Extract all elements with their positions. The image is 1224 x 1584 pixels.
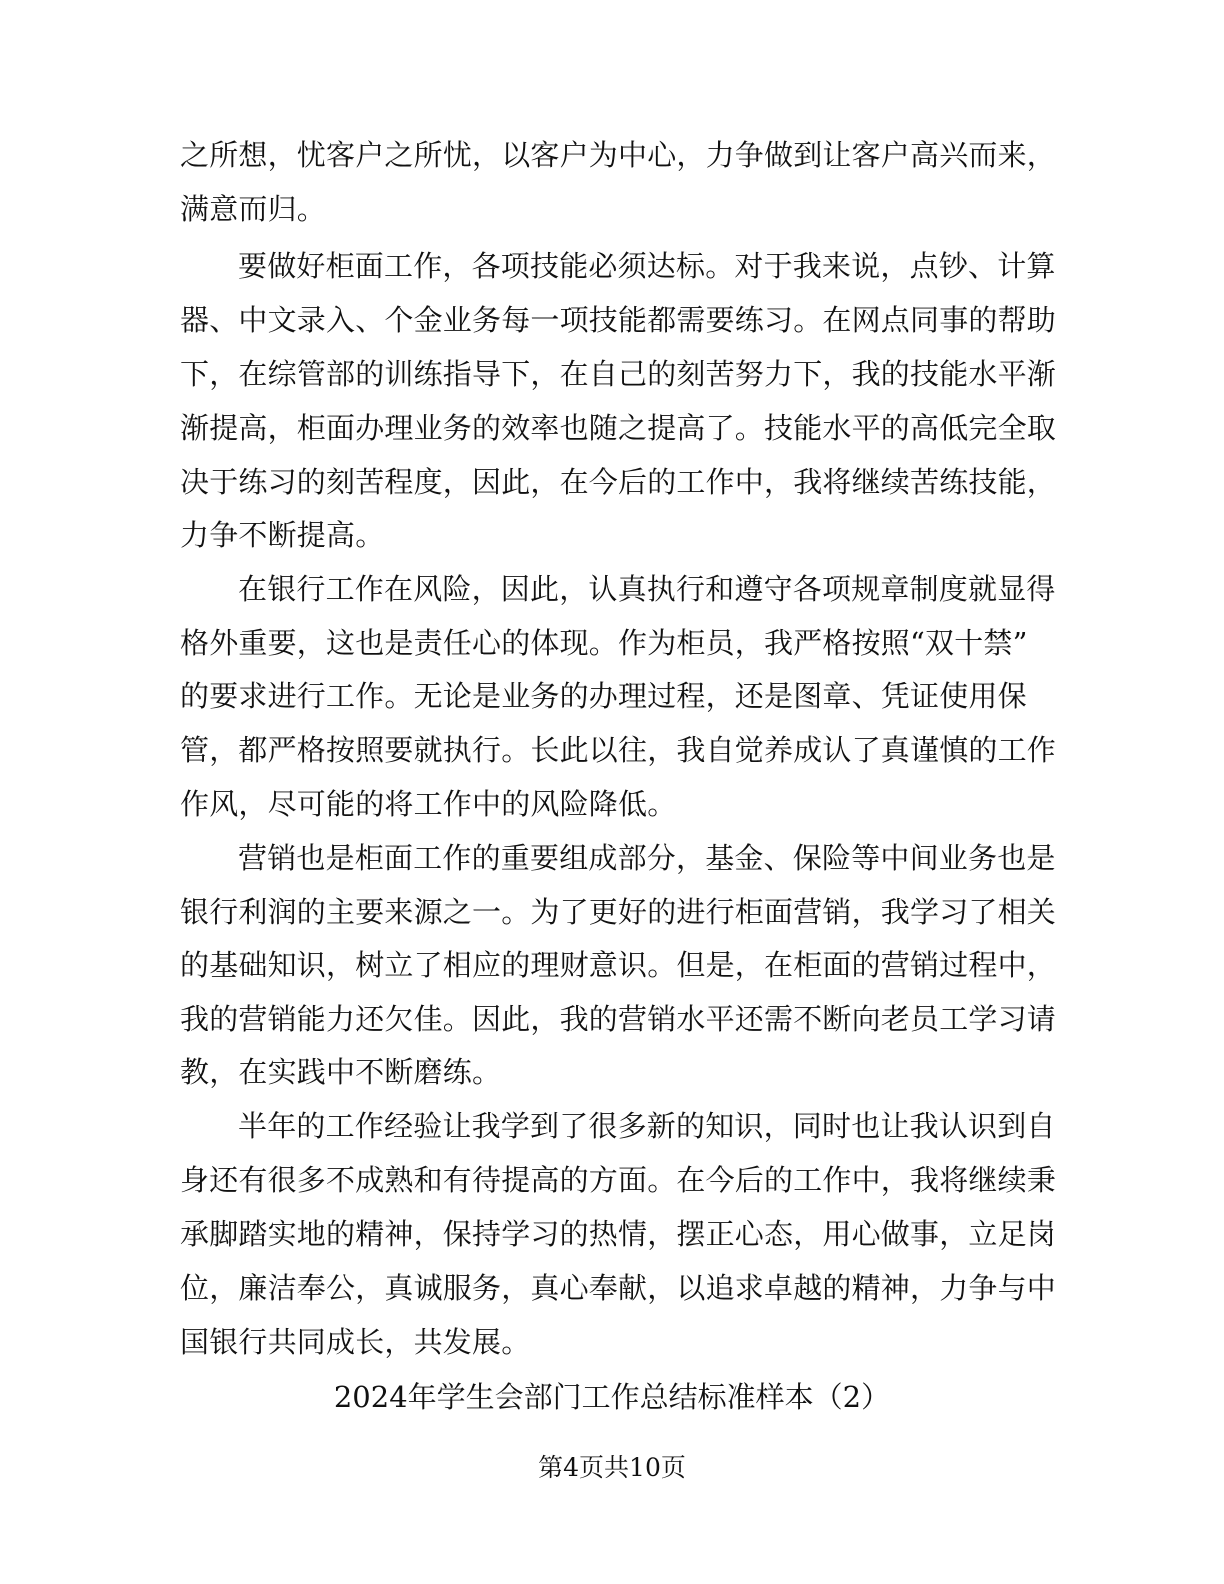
page-footer: 第4页共10页 [538, 1453, 686, 1482]
body-line: 身还有很多不成熟和有待提高的方面。在今后的工作中，我将继续秉 [180, 1163, 1057, 1197]
body-line: 之所想，忧客户之所忧，以客户为中心，力争做到让客户高兴而来， [180, 138, 1057, 172]
body-line: 满意而归。 [180, 192, 327, 226]
body-line: 渐提高，柜面办理业务的效率也随之提高了。技能水平的高低完全取 [180, 411, 1057, 445]
body-line: 银行利润的主要来源之一。为了更好的进行柜面营销，我学习了相关 [180, 895, 1057, 929]
paragraph-start-line: 营销也是柜面工作的重要组成部分，基金、保险等中间业务也是 [238, 841, 1056, 875]
body-line: 国银行共同成长，共发展。 [180, 1325, 531, 1359]
body-line: 教，在实践中不断磨练。 [180, 1055, 502, 1089]
paragraph-start-line: 在银行工作在风险，因此，认真执行和遵守各项规章制度就显得 [238, 572, 1056, 606]
section-heading: 2024年学生会部门工作总结标准样本（2） [333, 1380, 891, 1414]
body-line: 决于练习的刻苦程度，因此，在今后的工作中，我将继续苦练技能， [180, 465, 1057, 499]
body-line: 作风，尽可能的将工作中的风险降低。 [180, 787, 677, 821]
body-line: 承脚踏实地的精神，保持学习的热情，摆正心态，用心做事，立足岗 [180, 1217, 1057, 1251]
body-line: 格外重要，这也是责任心的体现。作为柜员，我严格按照“双十禁” [180, 626, 1028, 660]
paragraph-start-line: 半年的工作经验让我学到了很多新的知识，同时也让我认识到自 [238, 1109, 1056, 1143]
body-line: 我的营销能力还欠佳。因此，我的营销水平还需不断向老员工学习请 [180, 1002, 1057, 1036]
body-line: 力争不断提高。 [180, 518, 385, 552]
body-line: 位，廉洁奉公，真诚服务，真心奉献，以追求卓越的精神，力争与中 [180, 1271, 1057, 1305]
body-line: 器、中文录入、个金业务每一项技能都需要练习。在网点同事的帮助 [180, 303, 1057, 337]
body-line: 的要求进行工作。无论是业务的办理过程，还是图章、凭证使用保 [180, 679, 1027, 713]
body-line: 的基础知识，树立了相应的理财意识。但是，在柜面的营销过程中， [180, 948, 1057, 982]
paragraph-start-line: 要做好柜面工作，各项技能必须达标。对于我来说，点钞、计算 [238, 249, 1056, 283]
body-line: 管，都严格按照要就执行。长此以往，我自觉养成认了真谨慎的工作 [180, 733, 1057, 767]
body-line: 下，在综管部的训练指导下，在自己的刻苦努力下，我的技能水平渐 [180, 357, 1057, 391]
